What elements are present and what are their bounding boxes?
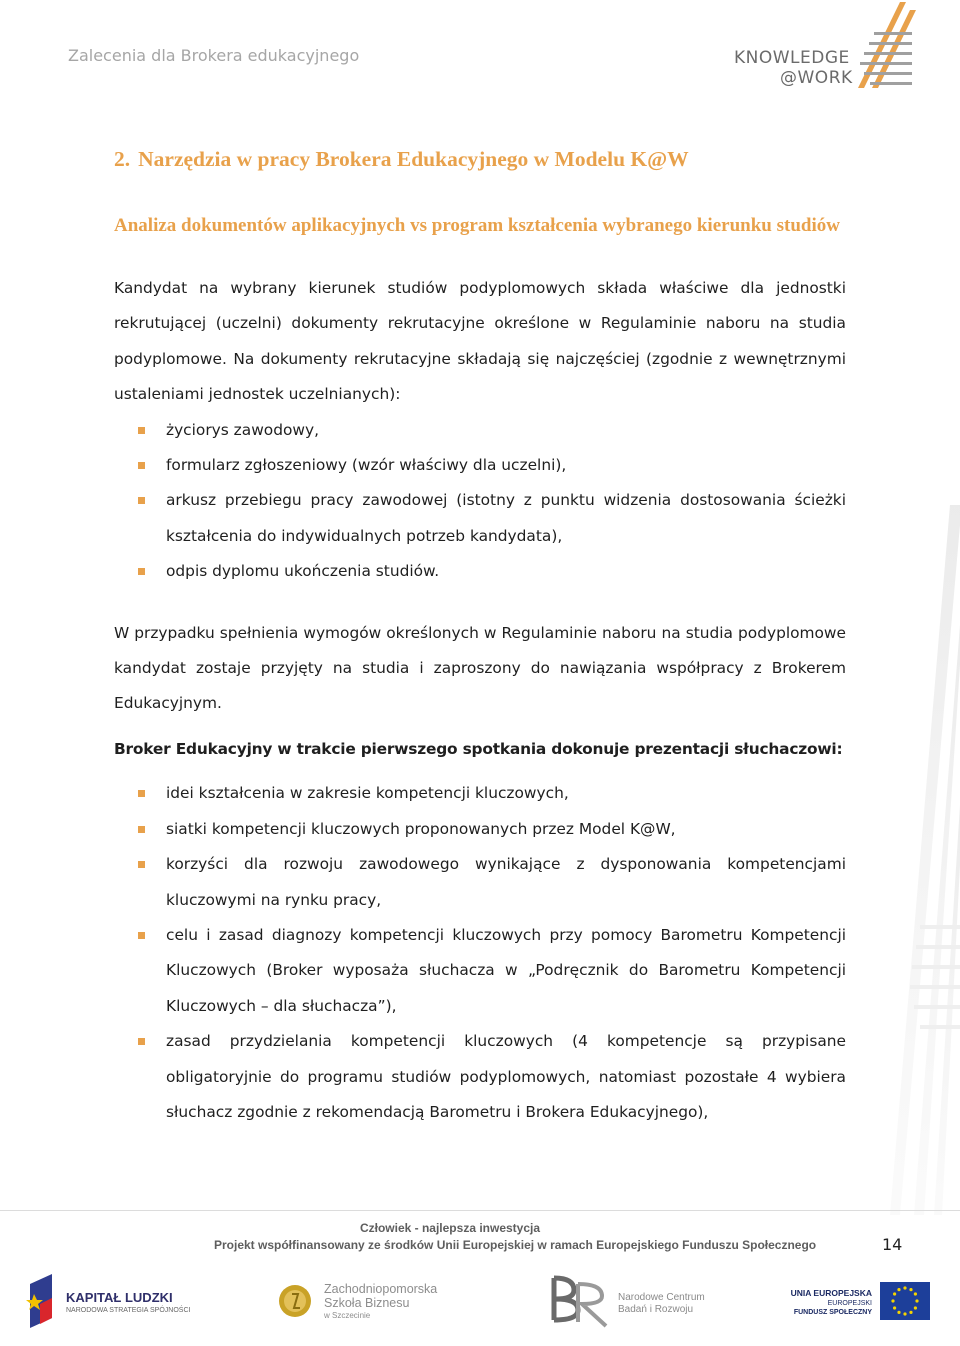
list-item-text: formularz zgłoszeniowy (wzór właściwy dla uczelni), bbox=[166, 456, 567, 475]
list-item-text: odpis dyplomu ukończenia studiów. bbox=[166, 562, 440, 581]
subsection-heading: Analiza dokumentów aplikacyjnych vs program kształcenia wybranego kierunku studiów bbox=[114, 215, 840, 236]
square-bullet-icon bbox=[138, 1038, 145, 1045]
footer-cofinancing-note: Projekt współfinansowany ze środków Unii Europejskiej w ramach Europejskiego Funduszu Społecznego bbox=[214, 1238, 817, 1252]
square-bullet-icon bbox=[138, 462, 145, 469]
list-item-text: siatki kompetencji kluczowych proponowanych przez Model K@W, bbox=[166, 819, 676, 838]
ncbr-logo bbox=[548, 1270, 708, 1330]
ncbr-text-line1: Narodowe Centrum bbox=[618, 1292, 705, 1303]
page-number: 14 bbox=[882, 1235, 903, 1254]
list-item bbox=[114, 483, 846, 554]
section-title: Narzędzia w pracy Brokera Edukacyjnego w Modelu K@W bbox=[138, 147, 689, 171]
list-item bbox=[114, 812, 846, 847]
list-item bbox=[114, 1024, 846, 1130]
ncbr-text-line2: Badań i Rozwoju bbox=[618, 1304, 694, 1315]
eu-logo bbox=[790, 1280, 940, 1324]
eu-text-line1: UNIA EUROPEJSKA bbox=[790, 1288, 872, 1298]
zsb-medal-icon bbox=[278, 1284, 312, 1318]
paragraph-documents: Kandydat na wybrany kierunek studiów podyplomowych składa właściwe dla jednostki rekrutującej (uczelni) dokumenty rekrutacyjne określone w Regulaminie naboru na studia podyplomowe. Na dokumenty rekrutacyjne składają się najczęściej (zgodnie z wewnętrznymi ustaleniami jednostek uczelnianych): bbox=[114, 279, 846, 404]
list-item-text: zasad przydzielania kompetencji kluczowych (4 kompetencje są przypisane obligatoryjnie do programu studiów podyplomowych, natomiast pozostałe 4 wybiera słuchacz zgodnie z rekomendacją Barometru i Brokera Edukacyjnego), bbox=[166, 1032, 846, 1121]
zsb-text-line3: w Szczecinie bbox=[324, 1311, 371, 1320]
zsb-text-line2: Szkoła Biznesu bbox=[324, 1296, 410, 1310]
kapital-ludzki-logo bbox=[26, 1272, 196, 1328]
list-item-text: arkusz przebiegu pracy zawodowej (istotny z punktu widzenia dostosowania ścieżki kształcenia do indywidualnych potrzeb kandydata), bbox=[166, 491, 846, 545]
decorative-stripes bbox=[880, 505, 960, 1215]
list-item bbox=[114, 554, 846, 589]
square-bullet-icon bbox=[138, 861, 145, 868]
eu-text-line3: FUNDUSZ SPOŁECZNY bbox=[793, 1309, 872, 1316]
eu-flag-icon bbox=[880, 1282, 930, 1320]
section-heading bbox=[114, 143, 846, 175]
footer-divider bbox=[0, 1210, 960, 1211]
zsb-logo bbox=[278, 1280, 478, 1324]
paragraph-presentation-lead: Broker Edukacyjny w trakcie pierwszego spotkania dokonuje prezentacji słuchaczowi: bbox=[114, 739, 843, 758]
list-item-text: celu i zasad diagnozy kompetencji kluczowych przy pomocy Barometru Kompetencji Kluczowych (Broker wyposaża słuchacza w „Podręcznik do Barometru Kompetencji Kluczowych – dla słuchacza”), bbox=[166, 925, 846, 1015]
presentation-list bbox=[114, 776, 846, 1130]
square-bullet-icon bbox=[138, 427, 145, 434]
list-item-text: idei kształcenia w zakresie kompetencji kluczowych, bbox=[166, 784, 569, 803]
footer-slogan: Człowiek - najlepsza inwestycja bbox=[359, 1221, 541, 1235]
kapital-ludzki-title: KAPITAŁ LUDZKI bbox=[66, 1290, 173, 1305]
logo-text-knowledge: KNOWLEDGE bbox=[734, 48, 850, 68]
documents-list bbox=[114, 413, 846, 590]
list-item-text: korzyści dla rozwoju zawodowego wynikające z dysponowania kompetencjami kluczowymi na rynku pracy, bbox=[166, 855, 846, 909]
paragraph-admission: W przypadku spełnienia wymogów określonych w Regulaminie naboru na studia podyplomowe kandydat zostaje przyjęty na studia i zaproszony do nawiązania współpracy z Brokerem Edukacyjnym. bbox=[114, 623, 846, 713]
eu-text-line2: EUROPEJSKI bbox=[827, 1300, 872, 1307]
square-bullet-icon bbox=[138, 932, 145, 939]
square-bullet-icon bbox=[138, 497, 145, 504]
square-bullet-icon bbox=[138, 568, 145, 575]
knowledge-at-work-logo bbox=[732, 2, 922, 88]
list-item bbox=[114, 413, 846, 448]
square-bullet-icon bbox=[138, 790, 145, 797]
list-item bbox=[114, 847, 846, 918]
list-item-text: życiorys zawodowy, bbox=[166, 420, 319, 439]
main-content bbox=[114, 143, 846, 1130]
kapital-ludzki-emblem-icon bbox=[26, 1274, 62, 1328]
list-item bbox=[114, 776, 846, 811]
list-item bbox=[114, 448, 846, 483]
logo-text-at-work: @WORK bbox=[780, 68, 853, 88]
kapital-ludzki-subtitle: NARODOWA STRATEGIA SPÓJNOŚCI bbox=[66, 1307, 191, 1314]
square-bullet-icon bbox=[138, 826, 145, 833]
zsb-text-line1: Zachodniopomorska bbox=[324, 1282, 438, 1296]
section-number: 2. bbox=[114, 147, 131, 171]
running-header: Zalecenia dla Brokera edukacyjnego bbox=[68, 46, 360, 65]
list-item bbox=[114, 918, 846, 1024]
ncbr-br-monogram-icon bbox=[548, 1270, 614, 1330]
